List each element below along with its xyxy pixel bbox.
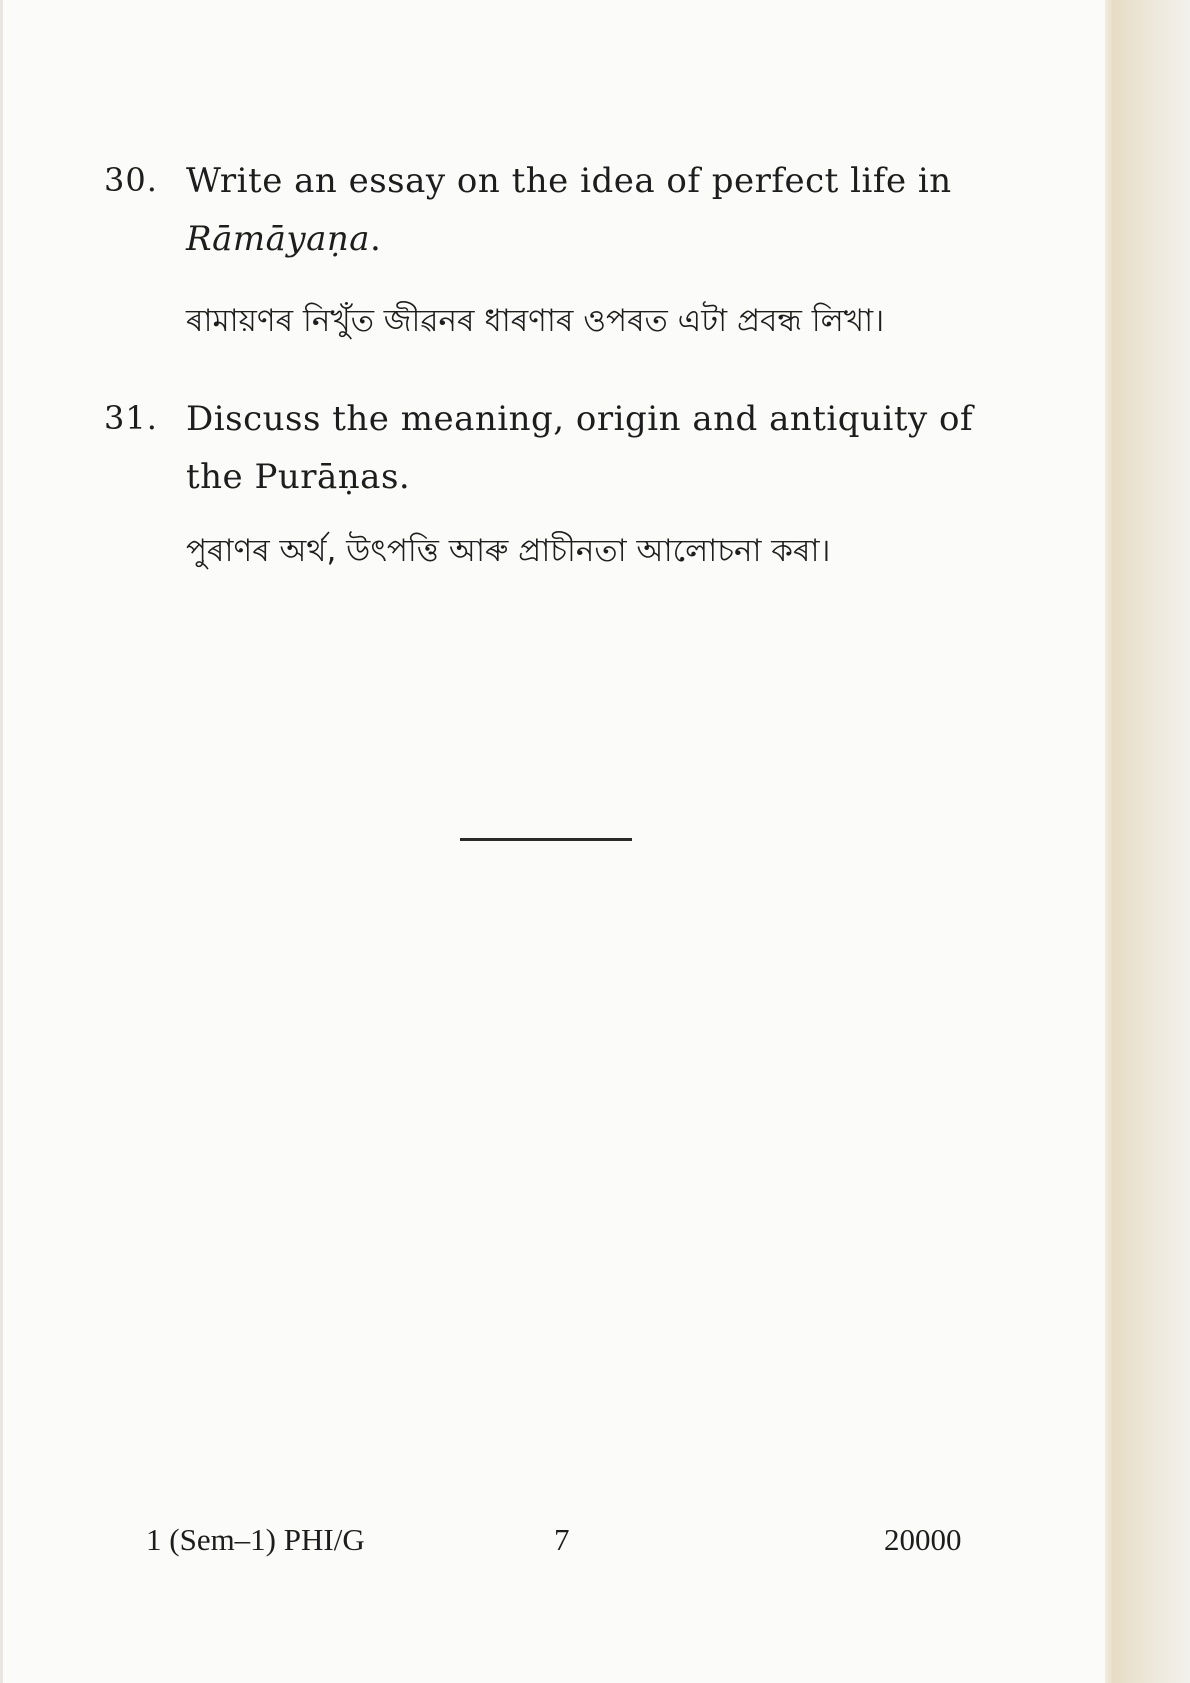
page-number: 7 <box>554 1522 570 1557</box>
question-text-assamese: পুৰাণৰ অৰ্থ, উৎপত্তি আৰু প্ৰাচীনতা আলোচনা কৰা। <box>186 533 831 569</box>
print-count: 20000 <box>884 1522 962 1557</box>
question-text-italic: Rāmāyaṇa <box>186 219 371 259</box>
question-text-assamese: ৰামায়ণৰ নিখুঁত জীৱনৰ ধাৰণাৰ ওপৰত এটা প্ৰবন্ধ লিখা। <box>186 303 885 339</box>
question-text-end: . <box>370 219 382 259</box>
question-number: 30. <box>104 161 158 199</box>
page-right-edge <box>1105 0 1190 1683</box>
question-number: 31. <box>104 399 158 437</box>
page-left-edge <box>0 0 3 1683</box>
question-text-english <box>186 152 986 268</box>
question-text-english: Discuss the meaning, origin and antiquity of the Purāṇas. <box>186 399 974 497</box>
paper-code: 1 (Sem–1) PHI/G <box>146 1522 365 1557</box>
end-divider <box>460 838 632 841</box>
question-text-part: Write an essay on the idea of perfect life in <box>186 161 952 201</box>
